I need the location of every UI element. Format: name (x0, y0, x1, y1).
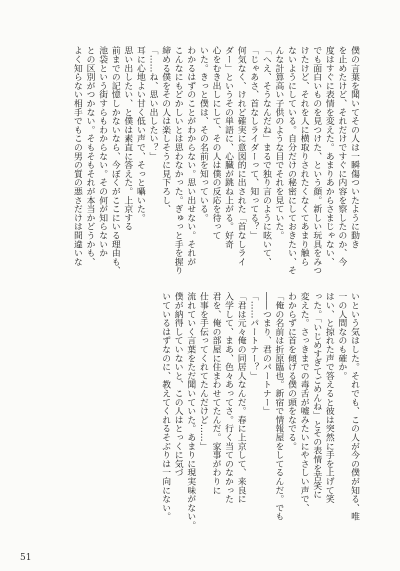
text-column: はい、と掠れた声で答えると彼は突然に手を上げて笑 (323, 292, 334, 504)
text-column: でも面白いものを見つけた、という顔。新しい玩具をみつ (311, 46, 322, 275)
text-column: 「へえ、そうなんだね」まるで独り言のように呟いて、 (260, 46, 271, 266)
text-column: ダー」というその単語に、心臓が跳ね上がる。好奇 (223, 46, 234, 249)
text-column: との区別がつかない。そもそもそれが本当かどうかも、 (84, 46, 95, 266)
text-column: 「……パートナー？」 (248, 292, 259, 380)
top-text-tier (70, 46, 360, 278)
text-column: 仕事を手伝ってくれてたんだけど……」 (197, 292, 208, 451)
text-column: 耳に心地よい甘く低い声で、そっと囁いた。 (134, 46, 145, 222)
text-column: 一の人間なのも確か。 (336, 292, 347, 380)
text-column: んな計算高い子供のような目でそれを見ていた。 (273, 46, 284, 240)
text-column: こんなにもどかしいとは思わなかった。ぎゅっと手を握り (172, 46, 183, 275)
text-column: いた。きっと僕は、その名前を知っている。 (197, 46, 208, 222)
text-column: 僕が納得していないと、この人はとっくに気づ (172, 292, 183, 477)
text-column: 前までの記憶しかないなら、今ぼくがここにいる理由も、 (109, 46, 120, 275)
text-column: った。「いじめすぎてごめんね」とその表情を苦笑に (311, 292, 322, 499)
text-column: 「……ね、思い出したい？」 (147, 46, 158, 161)
text-column: 入学して、まあ、色々あってさ。行く当てのなかった (223, 292, 234, 504)
text-column: わからずに首を傾げる僕の頭をなでる。 (286, 292, 297, 451)
text-column: ――つまり、君のパートナー」 (260, 292, 271, 416)
text-column: 心をむき出しにして、その人は僕の反応を待って (210, 46, 221, 240)
text-column: 僕の言葉を聞いてその人は一瞬傷ついたように動き (349, 46, 359, 249)
text-column: を止めたけど、それだけですぐに内容を察したのか、今 (336, 46, 347, 266)
bottom-text-tier (159, 292, 361, 530)
text-column: 変えた。さっきまでの毒舌が嘘みたいにやさしい声で、 (298, 292, 309, 512)
text-column: いという気はした。それでも、この人が今の僕が知る、唯 (349, 292, 359, 521)
text-column: いているはずなのに、教えてくれるそぶりは一向にない。 (160, 292, 171, 521)
text-column: 君を、俺の部屋に住まわせてたんだ。家事がわりに (210, 292, 221, 495)
text-column: よく知らない相手でもこの男の質の悪さだけは間違いな (71, 46, 82, 266)
text-column: わかるはずのことがわからない。思い出せない。それが (185, 46, 196, 266)
text-column: 締める僕をその人は楽しそうに見下ろし、 (160, 46, 171, 214)
text-column: 流れていく言葉をただ聞いていた。あまりに現実味がない。 (185, 292, 196, 530)
text-column: 「じゃあさ、首なしライダーって、知ってる？」 (248, 46, 259, 240)
text-column: ないようにしている。自分だけの秘密にしておきたい、そ (286, 46, 297, 275)
text-column: 池袋という街すらもわからない。その何が知らないか (97, 46, 108, 258)
text-column: 何気なく、けれど確実に意図的に出された「首なしライ (235, 46, 246, 266)
page-number: 51 (20, 553, 32, 563)
text-column: 思い出したい、と僕は素直に答えた。上京する (122, 46, 133, 231)
text-column: けたけど、それを人に横取りされたくなくてあまり触ら (298, 46, 309, 266)
text-column: 度はすぐに表情を変えた。あまりあからさまじゃない、 (323, 46, 334, 266)
text-column: 「君は元々俺の同居人なんだ。春に上京して、来良に (235, 292, 246, 504)
text-column: 「俺の名前は折原臨也。新宿で情報屋をしてるんだ。でも (273, 292, 284, 521)
